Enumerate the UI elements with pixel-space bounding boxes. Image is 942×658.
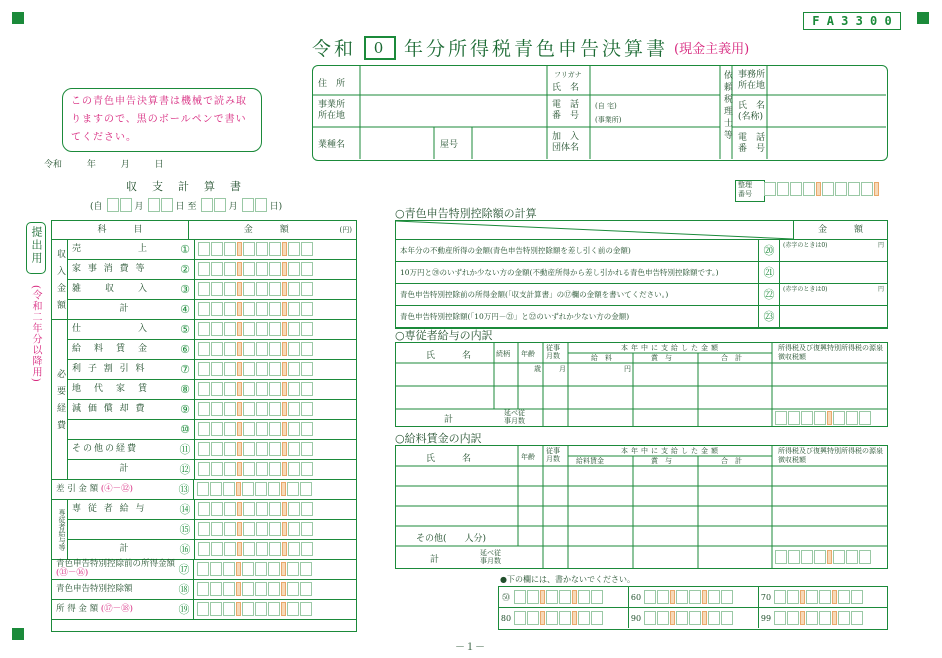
wage-age-col: 年齢 [521, 453, 535, 461]
family-total-label: 計 [444, 415, 454, 425]
wage-bonus-col: 賞 与 [651, 457, 672, 465]
relation-col: 続柄 [496, 350, 510, 358]
corner-mark [12, 12, 24, 24]
side-note: (令和二年分以降用) [30, 285, 41, 383]
office-cell: 90 [629, 608, 759, 628]
row-number: ⑦ [176, 360, 195, 379]
amount-field[interactable] [195, 280, 313, 299]
amount-field[interactable] [195, 340, 313, 359]
amount-field[interactable]: (赤字のときは0) 円 [783, 286, 884, 293]
business-type-label: 業種名 [318, 140, 346, 150]
header-grid [312, 65, 889, 162]
amount-field[interactable] [195, 460, 313, 479]
income-statement-table: 科 目 金 額 (円) 収入金額 売 上 ① 家 事 消 費 等 ② 雑 収 入 ③ 計 ④ 必要経費 仕 入 ⑤ 給 料 賃 金 ⑥ 利 子 割 引 料 ⑦ 地 代 家 賃 ⑧ 減 価 償 却 費 ⑨ ⑩ その他の経費 ⑪ 計 ⑫ 差 引 金 額 (④－⑫) ⑬ 専従者給与等 専 従 者 給 与 ⑭ ⑮ 計 ⑯ 青色申告特別控除前の所得金額 (⑬－⑯) ⑰ 青色申告特別控除額 ⑱ 所 得 金 額 (⑰－⑱) ⑲ [51, 220, 357, 632]
ledger-row-label: 仕 入 [72, 324, 150, 334]
amount-field[interactable] [194, 480, 312, 499]
amount-field[interactable] [195, 500, 313, 519]
amount-field[interactable] [194, 600, 312, 619]
wage-name-col: 氏 名 [426, 454, 472, 464]
wage-total-col: 合 計 [721, 457, 742, 465]
amount-field[interactable] [780, 262, 887, 283]
notice-text: この青色申告決算書は機械で読み取りますので、黒のボールペンで書いてください。 [71, 96, 247, 143]
amount-field[interactable] [195, 380, 313, 399]
ledger-row [68, 460, 356, 479]
ledger-row [68, 420, 356, 440]
row-number: ⑪ [176, 440, 195, 459]
deduction-row: 10万円と⑳のいずれか少ない方の金額(不動産所得から差し引かれる青色申告特別控除額です。) ㉑ [396, 262, 887, 284]
amount-field[interactable] [194, 580, 312, 599]
office-cell: ㊿ [499, 587, 629, 608]
ledger-row [68, 320, 356, 340]
amount-field[interactable] [780, 306, 887, 327]
age-unit: 歳 [534, 365, 541, 373]
ledger-row [68, 360, 356, 380]
month-unit: 月 [559, 365, 566, 373]
ledger-title: 収 支 計 算 書 [126, 180, 243, 193]
ledger-row [68, 400, 356, 420]
row-number: ① [176, 240, 195, 259]
ledger-row [68, 340, 356, 360]
ledger-row: 差 引 金 額 (④－⑫) ⑬ [52, 480, 356, 500]
row-number: ⑧ [176, 380, 195, 399]
wage-other-label: その他( 人分) [416, 534, 487, 544]
ledger-row: 青色申告特別控除額 ⑱ [52, 580, 356, 600]
name-label: 氏 名 [552, 83, 580, 93]
ref-label: 整理 番号 [735, 180, 765, 202]
ledger-row-label: 減 価 償 却 費 [72, 404, 147, 414]
ledger-row: 専 従 者 給 与 ⑭ [68, 500, 356, 520]
address-label: 住 所 [318, 79, 346, 89]
amount-field[interactable]: (赤字のときは0) 円 [783, 242, 884, 249]
row-number: ② [176, 260, 195, 279]
title-sub: (現金主義用) [674, 42, 750, 57]
ledger-row-label: 計 [119, 464, 129, 474]
phone-office-label: (事業所) [595, 116, 622, 124]
corner-mark [917, 12, 929, 24]
wage-months-total: 延べ従 事月数 [480, 549, 501, 565]
agent-name-label: 氏 名 (名称) [738, 101, 766, 122]
ledger-row [68, 240, 356, 260]
row-number: ⑨ [176, 400, 195, 419]
corner-mark [12, 628, 24, 640]
ledger-row [68, 440, 356, 460]
row-number: ⑫ [176, 460, 195, 479]
wage-months-col: 従事 月数 [546, 447, 560, 463]
amount-field[interactable] [195, 440, 313, 459]
withholding-col: 所得税及び復興特別所得税の源泉徴収税額 [778, 344, 883, 361]
ledger-row: 青色申告特別控除前の所得金額 (⑬－⑯) ⑰ [52, 560, 356, 580]
agent-office-label: 事務所 所在地 [738, 70, 766, 91]
family-wage-table [395, 342, 888, 427]
wage-withholding-col: 所得税及び復興特別所得税の源泉徴収税額 [778, 447, 883, 464]
ledger-row-label: 利 子 割 引 料 [72, 364, 147, 374]
ledger-row-label: 差 引 金 額 (④－⑫) [56, 484, 133, 494]
wage-total-label: 計 [430, 555, 440, 565]
agent-phone-label: 電 話 番 号 [738, 133, 766, 154]
left-table-header: 科 目 金 額 (円) [52, 221, 356, 240]
wage-paid-col: 本年中に支給した金額 [621, 447, 721, 455]
deduction-row: 青色申告特別控除額(「10万円－㉑」と㉒のいずれか少ない方の金額) ㉓ [396, 306, 887, 328]
ledger-row-label: 計 [119, 304, 129, 314]
total-col: 合 計 [721, 354, 742, 362]
period-line: (自 月 日 至 月 日) [90, 198, 282, 212]
ledger-row [68, 300, 356, 319]
family-withholding-total[interactable] [774, 411, 871, 425]
row-number: ⑥ [176, 340, 195, 359]
wage-table [395, 445, 888, 569]
ledger-row-label: 地 代 家 賃 [72, 384, 150, 394]
amount-field[interactable] [195, 300, 313, 319]
wage-withholding-total[interactable] [774, 550, 871, 564]
deduction-title: ○青色申告特別控除額の計算 [395, 207, 537, 220]
ref-number-field[interactable] [763, 182, 879, 196]
ledger-row [68, 280, 356, 300]
ledger-row-label: 雑 収 入 [72, 284, 150, 294]
deduction-table: 金 額 本年分の不動産所得の金額(青色申告特別控除額を差し引く前の金額) ⑳ (赤字のときは0) 円 10万円と⑳のいずれか少ない方の金額(不動産所得から差し引かれる青色申告特別控除額です。) ㉑ 青色申告特別控除前の所得金額(「収支計算書」の⑰欄の金額を書いてください。) ㉒ (赤字のときは0) 円 青色申告特別控除額(「10万円－㉑」と㉒のいずれか少ない方の金額) ㉓ [395, 220, 888, 329]
ledger-row-label: 給 料 賃 金 [72, 344, 150, 354]
family-months-total: 延べ従 事月数 [504, 409, 525, 425]
row-number: ⑩ [176, 420, 195, 439]
amount-field[interactable] [195, 420, 313, 439]
ledger-row-label: 青色申告特別控除前の所得金額 (⑬－⑯) [56, 559, 176, 578]
business-place-label: 事業所 所在地 [318, 100, 346, 121]
ledger-row: 所 得 金 額 (⑰－⑱) ⑲ [52, 600, 356, 620]
office-cell: 70 [759, 587, 888, 608]
ledger-row [68, 260, 356, 280]
ledger-row: ⑮ [68, 520, 356, 540]
family-name-col: 氏 名 [426, 351, 472, 361]
family-wage-title: ○専従者給与の内訳 [395, 329, 493, 342]
ledger-row-label: 売 上 [72, 244, 150, 254]
phone-home-label: (自 宅) [595, 102, 617, 110]
phone-label: 電 話 番 号 [552, 100, 580, 121]
submission-label: 提出用 [26, 222, 46, 274]
amount-field[interactable] [195, 320, 313, 339]
furigana-label: フリガナ [554, 71, 582, 79]
deduction-row: 青色申告特別控除前の所得金額(「収支計算書」の⑰欄の金額を書いてください。) ㉒ (赤字のときは0) 円 [396, 284, 887, 306]
amount-field[interactable] [195, 260, 313, 279]
agent-label: 依頼税理士等 [722, 70, 732, 142]
association-label: 加 入 団体名 [552, 132, 580, 153]
row-number: ⑤ [176, 320, 195, 339]
ledger-row-label: 青色申告特別控除額 [56, 584, 133, 594]
wage-title: ○給料賃金の内訳 [395, 432, 482, 445]
office-cell: 80 [499, 608, 629, 628]
page-title [312, 34, 749, 61]
ledger-row [68, 380, 356, 400]
ledger-row-label [68, 420, 176, 439]
date-line: 令和 年 月 日 [44, 160, 164, 170]
office-cell: 99 [759, 608, 888, 628]
paid-col: 本年中に支給した金額 [621, 344, 721, 352]
row-number: ③ [176, 280, 195, 299]
age-col: 年齢 [521, 350, 535, 358]
amount-field[interactable] [195, 360, 313, 379]
deduction-row: 本年分の不動産所得の金額(青色申告特別控除額を差し引く前の金額) ⑳ (赤字のときは0) 円 [396, 240, 887, 262]
ledger-row-label: 家 事 消 費 等 [72, 264, 147, 274]
salary-col: 給 料 [591, 354, 612, 362]
form-code: F A 3 3 0 0 [803, 12, 901, 30]
ledger-row-label: 所 得 金 額 (⑰－⑱) [56, 604, 133, 614]
row-number: ④ [176, 300, 195, 319]
amount-field[interactable] [194, 560, 312, 579]
shop-name-label: 屋号 [440, 140, 459, 150]
months-col: 従事 月数 [546, 344, 560, 360]
group-label: 収入金額 [52, 240, 68, 319]
amount-field[interactable] [195, 520, 313, 539]
amount-field[interactable] [195, 540, 313, 559]
title-main: 年分所得税青色申告決算書 [404, 38, 669, 60]
group-label: 必要経費 [52, 320, 68, 479]
title-year-box[interactable]: 0 [364, 36, 396, 60]
office-use-grid [498, 586, 888, 630]
wage-salary-col: 給料賃金 [576, 457, 604, 465]
amount-field[interactable] [195, 400, 313, 419]
yen-unit: 円 [624, 365, 631, 373]
title-era: 令和 [312, 38, 357, 60]
ledger-row-label: その他の経費 [72, 444, 139, 454]
ledger-row: 計 ⑯ [68, 540, 356, 559]
bonus-col: 賞 与 [651, 354, 672, 362]
page-number: －１－ [455, 642, 485, 653]
office-use-note: ●下の欄には、書かないでください。 [500, 575, 635, 584]
office-cell: 60 [629, 587, 759, 608]
notice-box [62, 88, 262, 152]
amount-field[interactable] [195, 240, 313, 259]
